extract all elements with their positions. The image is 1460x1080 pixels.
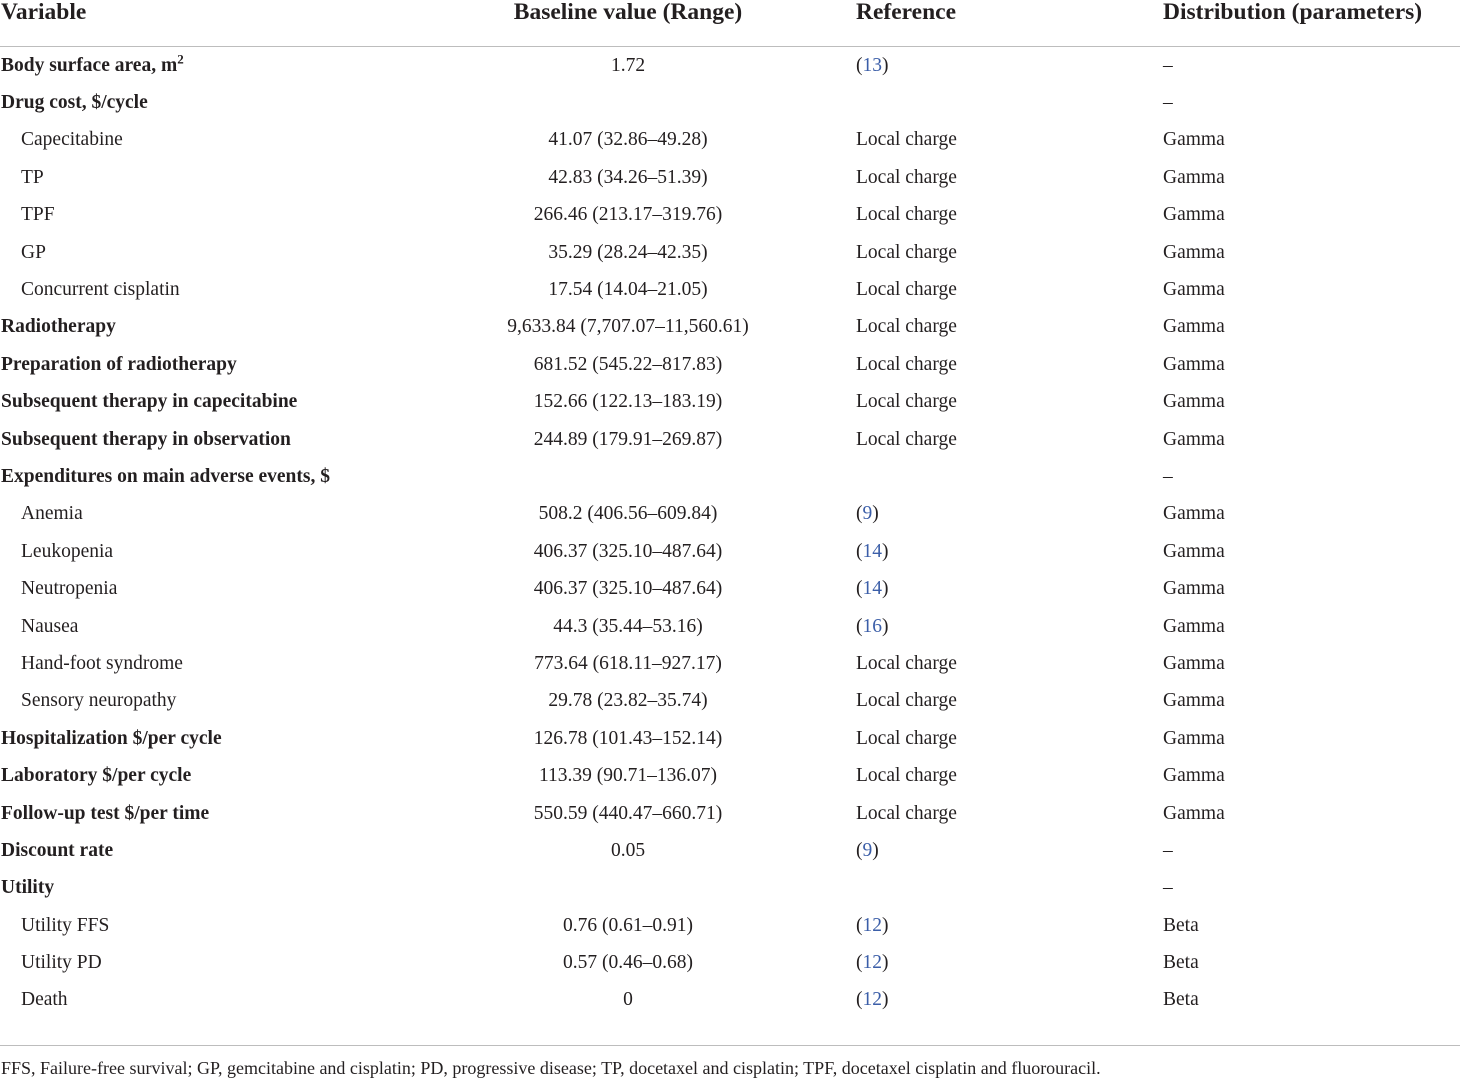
- variable-cell: [0, 907, 440, 944]
- variable-cell: [0, 84, 440, 121]
- variable-cell: [0, 309, 440, 346]
- variable-cell: [0, 271, 440, 308]
- baseline-cell: 266.46 (213.17–319.76): [533, 204, 723, 226]
- header-baseline: Baseline value (Range): [440, 0, 816, 47]
- baseline-cell: 29.78 (23.82–35.74): [548, 690, 708, 712]
- table-row: [0, 870, 1460, 907]
- reference-cell: Local charge: [856, 166, 957, 188]
- distribution-cell: Gamma: [1163, 279, 1225, 301]
- reference-cell: (14): [856, 540, 889, 562]
- reference-cell: Local charge: [856, 204, 957, 226]
- table-row: [0, 795, 1460, 832]
- baseline-cell: 773.64 (618.11–927.17): [534, 652, 722, 674]
- reference-cell: Local charge: [856, 279, 957, 301]
- reference-cell: [816, 84, 1066, 121]
- distribution-cell: Gamma: [1163, 391, 1225, 413]
- distribution-cell: Gamma: [1163, 353, 1225, 375]
- distribution-cell: Beta: [1163, 952, 1199, 974]
- distribution-cell: Gamma: [1163, 690, 1225, 712]
- variable-text: Concurrent cisplatin: [21, 279, 180, 301]
- variable-text: Death: [21, 989, 68, 1011]
- distribution-cell: –: [1163, 92, 1173, 114]
- distribution-cell: Gamma: [1163, 765, 1225, 787]
- header-row: [0, 0, 1460, 47]
- reference-cell: Local charge: [856, 316, 957, 338]
- table-row: [0, 982, 1460, 1019]
- table-row: [0, 683, 1460, 720]
- variable-text: TP: [21, 166, 44, 188]
- variable-cell: [0, 533, 440, 570]
- table-row: [0, 234, 1460, 271]
- baseline-cell: 9,633.84 (7,707.07–11,560.61): [507, 316, 749, 338]
- baseline-cell: 41.07 (32.86–49.28): [548, 129, 708, 151]
- baseline-cell: 550.59 (440.47–660.71): [533, 802, 723, 824]
- variable-text: Radiotherapy: [1, 316, 116, 338]
- table-row: [0, 496, 1460, 533]
- variable-text: Hand-foot syndrome: [21, 652, 183, 674]
- variable-cell: [0, 421, 440, 458]
- baseline-cell: 17.54 (14.04–21.05): [548, 279, 708, 301]
- variable-text: Neutropenia: [21, 578, 118, 600]
- table-row: [0, 47, 1460, 85]
- baseline-cell: 0.05: [610, 839, 646, 861]
- variable-cell: [0, 197, 440, 234]
- distribution-cell: Gamma: [1163, 615, 1225, 637]
- variable-cell: [0, 122, 440, 159]
- reference-cell: Local charge: [856, 241, 957, 263]
- table-row: [0, 944, 1460, 981]
- variable-cell: [0, 458, 440, 495]
- reference-link[interactable]: 12: [862, 914, 882, 936]
- distribution-cell: Gamma: [1163, 802, 1225, 824]
- distribution-cell: Gamma: [1163, 129, 1225, 151]
- table-row: [0, 271, 1460, 308]
- reference-cell: Local charge: [856, 428, 957, 450]
- reference-cell: Local charge: [856, 652, 957, 674]
- table-row: [0, 832, 1460, 869]
- distribution-cell: Gamma: [1163, 727, 1225, 749]
- variable-text: Nausea: [21, 615, 79, 637]
- table-footnote: FFS, Failure-free survival; GP, gemcitabine and cisplatin; PD, progressive disease; TP, docetaxel and cisplatin; TPF, docetaxel cisplatin and fluorouracil.: [0, 1045, 1460, 1079]
- reference-cell: Local charge: [856, 727, 957, 749]
- distribution-cell: Gamma: [1163, 652, 1225, 674]
- table-header: [0, 0, 1460, 47]
- baseline-cell: 113.39 (90.71–136.07): [538, 765, 717, 787]
- table-row: [0, 533, 1460, 570]
- distribution-cell: Gamma: [1163, 316, 1225, 338]
- reference-cell: (14): [856, 578, 889, 600]
- reference-link[interactable]: 13: [862, 54, 882, 76]
- variable-cell: [0, 47, 440, 85]
- baseline-cell: [440, 84, 816, 121]
- baseline-cell: 0.57 (0.46–0.68): [563, 952, 693, 974]
- variable-text: Leukopenia: [21, 540, 114, 562]
- variable-text: GP: [21, 241, 46, 263]
- distribution-cell: Gamma: [1163, 540, 1225, 562]
- reference-cell: (9): [856, 503, 879, 525]
- reference-cell: Local charge: [856, 690, 957, 712]
- baseline-cell: 0: [623, 989, 633, 1011]
- table-row: [0, 720, 1460, 757]
- variable-text: Subsequent therapy in observation: [1, 428, 291, 450]
- reference-link[interactable]: 16: [862, 615, 882, 637]
- variable-text: Capecitabine: [21, 129, 123, 151]
- variable-cell: [0, 496, 440, 533]
- table-row: [0, 608, 1460, 645]
- variable-cell: [0, 870, 440, 907]
- variable-cell: [0, 608, 440, 645]
- variable-text: Subsequent therapy in capecitabine: [1, 391, 298, 413]
- reference-cell: Local charge: [856, 129, 957, 151]
- reference-cell: Local charge: [856, 391, 957, 413]
- header-variable: Variable: [0, 0, 440, 47]
- table-row: [0, 421, 1460, 458]
- reference-cell: [816, 458, 1066, 495]
- distribution-cell: Gamma: [1163, 241, 1225, 263]
- distribution-cell: –: [1163, 877, 1173, 899]
- reference-link[interactable]: 9: [862, 503, 873, 525]
- variable-cell: [0, 982, 440, 1019]
- baseline-cell: 406.37 (325.10–487.64): [533, 540, 723, 562]
- reference-cell: (12): [856, 914, 889, 936]
- baseline-cell: 1.72: [610, 54, 646, 76]
- baseline-cell: 406.37 (325.10–487.64): [533, 578, 723, 600]
- table-row: [0, 197, 1460, 234]
- baseline-cell: 42.83 (34.26–51.39): [548, 166, 708, 188]
- variable-text: Sensory neuropathy: [21, 690, 177, 712]
- baseline-cell: 126.78 (101.43–152.14): [533, 727, 723, 749]
- variable-text: Drug cost, $/cycle: [1, 92, 148, 114]
- reference-cell: (16): [856, 615, 889, 637]
- variable-cell: [0, 795, 440, 832]
- table-row: [0, 159, 1460, 196]
- variable-text: Expenditures on main adverse events, $: [1, 465, 330, 487]
- distribution-cell: –: [1163, 465, 1173, 487]
- reference-cell: (12): [856, 989, 889, 1011]
- reference-link[interactable]: 14: [862, 540, 882, 562]
- table-row: [0, 346, 1460, 383]
- variable-cell: [0, 234, 440, 271]
- variable-cell: [0, 159, 440, 196]
- baseline-cell: [440, 870, 816, 907]
- variable-cell: [0, 570, 440, 607]
- baseline-cell: 44.3 (35.44–53.16): [553, 615, 703, 637]
- variable-text: Anemia: [21, 503, 83, 525]
- variable-text: TPF: [21, 204, 55, 226]
- variable-text: Preparation of radiotherapy: [1, 353, 237, 375]
- reference-cell: Local charge: [856, 802, 957, 824]
- table-row: [0, 458, 1460, 495]
- variable-cell: [0, 346, 440, 383]
- reference-cell: Local charge: [856, 765, 957, 787]
- distribution-cell: –: [1163, 54, 1173, 76]
- reference-cell: Local charge: [856, 353, 957, 375]
- variable-cell: [0, 683, 440, 720]
- distribution-cell: –: [1163, 839, 1173, 861]
- variable-cell: [0, 384, 440, 421]
- reference-link[interactable]: 12: [862, 952, 882, 974]
- distribution-cell: Gamma: [1163, 578, 1225, 600]
- reference-link[interactable]: 14: [862, 578, 882, 600]
- variable-text: Utility: [1, 877, 55, 899]
- reference-link[interactable]: 9: [862, 839, 873, 861]
- reference-link[interactable]: 12: [862, 989, 882, 1011]
- superscript: 2: [177, 51, 184, 67]
- table-row: [0, 122, 1460, 159]
- distribution-cell: Beta: [1163, 989, 1199, 1011]
- table-body: [0, 47, 1460, 1020]
- baseline-cell: 244.89 (179.91–269.87): [533, 428, 723, 450]
- variable-cell: [0, 720, 440, 757]
- baseline-cell: 35.29 (28.24–42.35): [548, 241, 708, 263]
- variable-cell: [0, 645, 440, 682]
- distribution-cell: Gamma: [1163, 428, 1225, 450]
- distribution-cell: Gamma: [1163, 166, 1225, 188]
- table-row: [0, 645, 1460, 682]
- variable-cell: [0, 757, 440, 794]
- variable-text: Follow-up test $/per time: [1, 802, 210, 824]
- distribution-cell: Beta: [1163, 914, 1199, 936]
- variable-text: Body surface area, m: [1, 54, 178, 76]
- table-row: [0, 570, 1460, 607]
- variable-text: Laboratory $/per cycle: [1, 765, 192, 787]
- baseline-cell: 152.66 (122.13–183.19): [533, 391, 723, 413]
- reference-cell: (13): [856, 54, 889, 76]
- variable-text: Utility PD: [21, 952, 102, 974]
- baseline-cell: 681.52 (545.22–817.83): [533, 353, 723, 375]
- header-reference: Reference: [816, 0, 1066, 47]
- reference-cell: [816, 870, 1066, 907]
- baseline-cell: 508.2 (406.56–609.84): [538, 503, 718, 525]
- distribution-cell: Gamma: [1163, 204, 1225, 226]
- variable-text: Hospitalization $/per cycle: [1, 727, 222, 749]
- header-distribution: Distribution (parameters): [1066, 0, 1460, 47]
- variable-cell: [0, 944, 440, 981]
- table-row: [0, 84, 1460, 121]
- table-row: [0, 384, 1460, 421]
- reference-cell: (9): [856, 839, 879, 861]
- reference-cell: (12): [856, 952, 889, 974]
- table-row: [0, 757, 1460, 794]
- baseline-cell: 0.76 (0.61–0.91): [563, 914, 693, 936]
- variable-text: Utility FFS: [21, 914, 110, 936]
- variable-cell: [0, 832, 440, 869]
- distribution-cell: Gamma: [1163, 503, 1225, 525]
- table-row: [0, 907, 1460, 944]
- baseline-cell: [440, 458, 816, 495]
- variable-text: Discount rate: [1, 839, 114, 861]
- table-row: [0, 309, 1460, 346]
